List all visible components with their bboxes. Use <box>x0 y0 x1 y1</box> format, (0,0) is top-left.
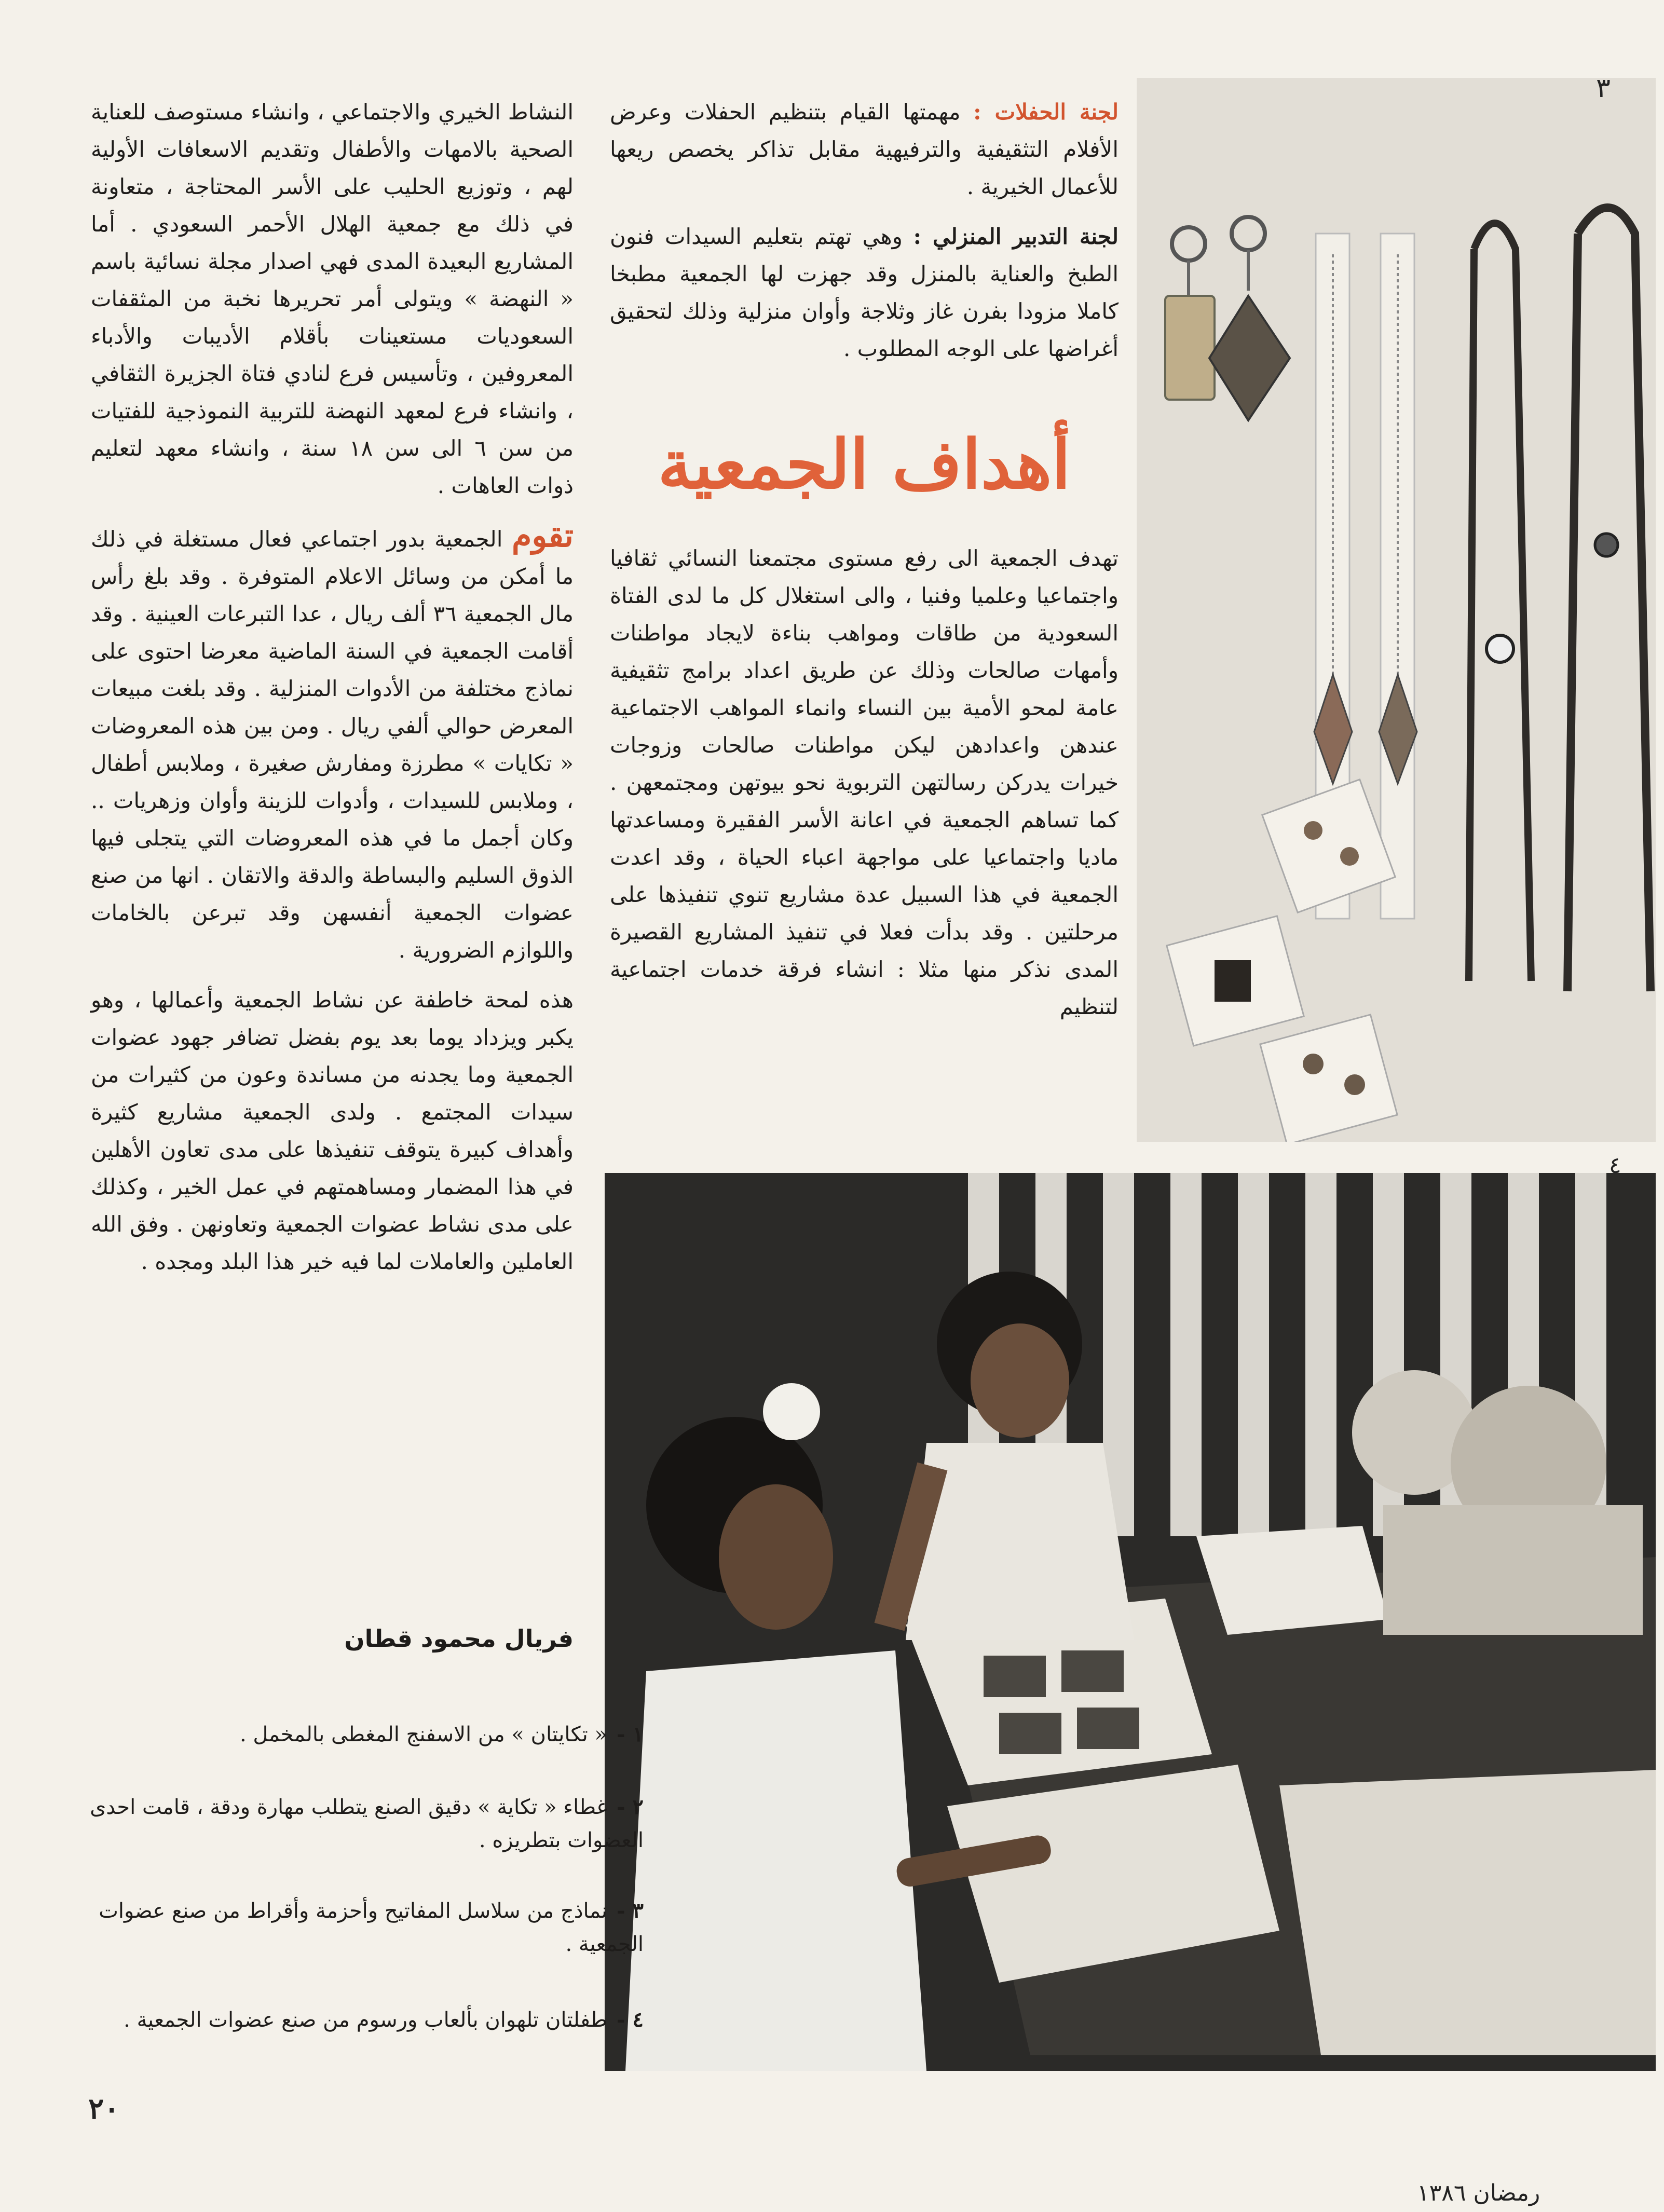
caption-2-number: ٢ - <box>616 1795 644 1819</box>
paragraph-role-text: الجمعية بدور اجتماعي فعال مستغلة في ذلك ما أمكن من وسائل الاعلام المتوفرة . وقد بلغ رأس مال الجمعية ٣٦ ألف ريال ، عدا التبرعات العينية . وقد أقامت الجمعية في السنة الماضية معرضا احتوى على نماذج مختلفة من الأدوات المنزلية . وقد بلغت مبيعات المعرض حوالي ألفي ريال . ومن بين هذه المعروضات « تكايات » مطرزة ومفارش صغيرة ، وملابس أطفال ، وملابس للسيدات ، وأدوات للزينة وأوان وزهريات .. وكان أجمل ما في هذه المعروضات التي يتجلى فيها الذوق السليم والبساطة والدقة والاتقان . انها من صنع عضوات الجمعية أنفسهن وقد تبرعن بالخامات واللوازم الضرورية . <box>91 526 574 963</box>
footer-date: رمضان ١٣٨٦ <box>1417 2180 1540 2206</box>
page-number: ٢٠ <box>88 2092 120 2126</box>
photo-4-illustration <box>605 1173 1656 2071</box>
home-committee-text: وهي تهتم بتعليم السيدات فنون الطبخ والعناية بالمنزل وقد جهزت لها الجمعية مطبخا كاملا مزودا بفرن غاز وثلاجة وأوان منزلية وذلك لتحقيق أغراضها على الوجه المطلوب . <box>610 224 1119 361</box>
photo-3-illustration <box>1137 78 1656 1142</box>
caption-1-number: ١ - <box>616 1722 644 1746</box>
paragraph-closing: هذه لمحة خاطفة عن نشاط الجمعية وأعمالها ، وهو يكبر ويزداد يوما بعد يوم بفضل تضافر جهود عضوات الجمعية وما يجدنه من مساندة وعون من كثيرات من سيدات المجتمع . ولدى الجمعية مشاريع كثيرة وأهداف كبيرة يتوقف تنفيذها على مدى تعاون الأهلين في هذا المضمار ومساهمتهم في عمل الخير ، وكذلك على مدى نشاط عضوات الجمعية وتعاونهن . وفق الله العاملين والعاملات لما فيه خير هذا البلد ومجده . <box>91 987 574 1274</box>
keyword-taqum: تقوم <box>511 516 574 554</box>
paragraph-parties-committee <box>610 93 1119 206</box>
caption-4 <box>78 2003 644 2037</box>
parties-committee-lead: لجنة الحفلات : <box>973 99 1119 125</box>
caption-3-number: ٣ - <box>616 1899 644 1923</box>
caption-2 <box>78 1791 644 1857</box>
caption-4-text: طفلتان تلهوان بألعاب ورسوم من صنع عضوات الجمعية . <box>124 2008 607 2032</box>
paragraph-home-committee <box>610 218 1119 367</box>
parties-committee-text: مهمتها القيام بتنظيم الحفلات وعرض الأفلام التثقيفية والترفيهية مقابل تذاكر يخصص ريعها للأعمال الخيرية . <box>610 99 1119 199</box>
photo-keychains-belts-earrings <box>1137 78 1656 1142</box>
caption-4-number: ٤ - <box>616 2008 644 2032</box>
author-name: فريال محمود قطان <box>344 1624 574 1653</box>
photo-4-label: ٤ <box>1609 1152 1621 1179</box>
right-column <box>610 93 1119 380</box>
photo-girls-playing <box>605 1173 1656 2071</box>
section-heading-goals: أهداف الجمعية <box>658 425 1071 504</box>
paragraph-role <box>91 517 574 969</box>
home-committee-lead: لجنة التدبير المنزلي : <box>913 224 1119 249</box>
caption-2-text: غطاء « تكاية » دقيق الصنع يتطلب مهارة ودقة ، قامت احدى العضوات بتطريزه . <box>90 1795 644 1852</box>
caption-3-text: نماذج من سلاسل المفاتيح وأحزمة وأقراط من صنع عضوات الجمعية . <box>99 1899 644 1956</box>
caption-1 <box>78 1718 644 1751</box>
right-column-goals <box>610 540 1119 1038</box>
photo-3-label: ٣ <box>1596 73 1611 104</box>
caption-1-text: « تكايتان » من الاسفنج المغطى بالمخمل . <box>239 1723 607 1746</box>
paragraph-goals: تهدف الجمعية الى رفع مستوى مجتمعنا النسائي ثقافيا واجتماعيا وعلميا وفنيا ، والى استغلال كل ما لدى الفتاة السعودية من طاقات ومواهب بناءة لايجاد مواطنات وأمهات صالحات وذلك عن طريق اعداد برامج تثقيفية عامة لمحو الأمية بين النساء وانماء المواهب الاجتماعية عندهن واعدادهن ليكن مواطنات صالحات وزوجات خيرات يدركن رسالتهن التربوية نحو بيوتهن ومجتمعهن . كما تساهم الجمعية في اعانة الأسر الفقيرة ومساعدتها ماديا واجتماعيا على مواجهة اعباء الحياة ، وقد اعدت الجمعية في هذا السبيل عدة مشاريع تنوي تنفيذها على مرحلتين . وقد بدأت فعلا في تنفيذ المشاريع القصيرة المدى نذكر منها مثلا : انشاء فرقة خدمات اجتماعية لتنظيم <box>610 545 1119 1019</box>
paragraph-projects: النشاط الخيري والاجتماعي ، وانشاء مستوصف للعناية الصحية بالامهات والأطفال وتقديم الاسعافات الأولية لهم ، وتوزيع الحليب على الأسر المحتاجة ، متعاونة في ذلك مع جمعية الهلال الأحمر السعودي . أما المشاريع البعيدة المدى فهي اصدار مجلة نسائية باسم « النهضة » ويتولى أمر تحريرها نخبة من المثقفات السعوديات مستعينات بأقلام الأديبات والأدباء المعروفين ، وتأسيس فرع لنادي فتاة الجزيرة الثقافي ، وانشاء فرع لمعهد النهضة للتربية النموذجية للفتيات من سن ٦ الى سن ١٨ سنة ، وانشاء معهد لتعليم ذوات العاهات . <box>91 99 574 498</box>
caption-3 <box>78 1894 644 1961</box>
left-column <box>91 93 574 1293</box>
